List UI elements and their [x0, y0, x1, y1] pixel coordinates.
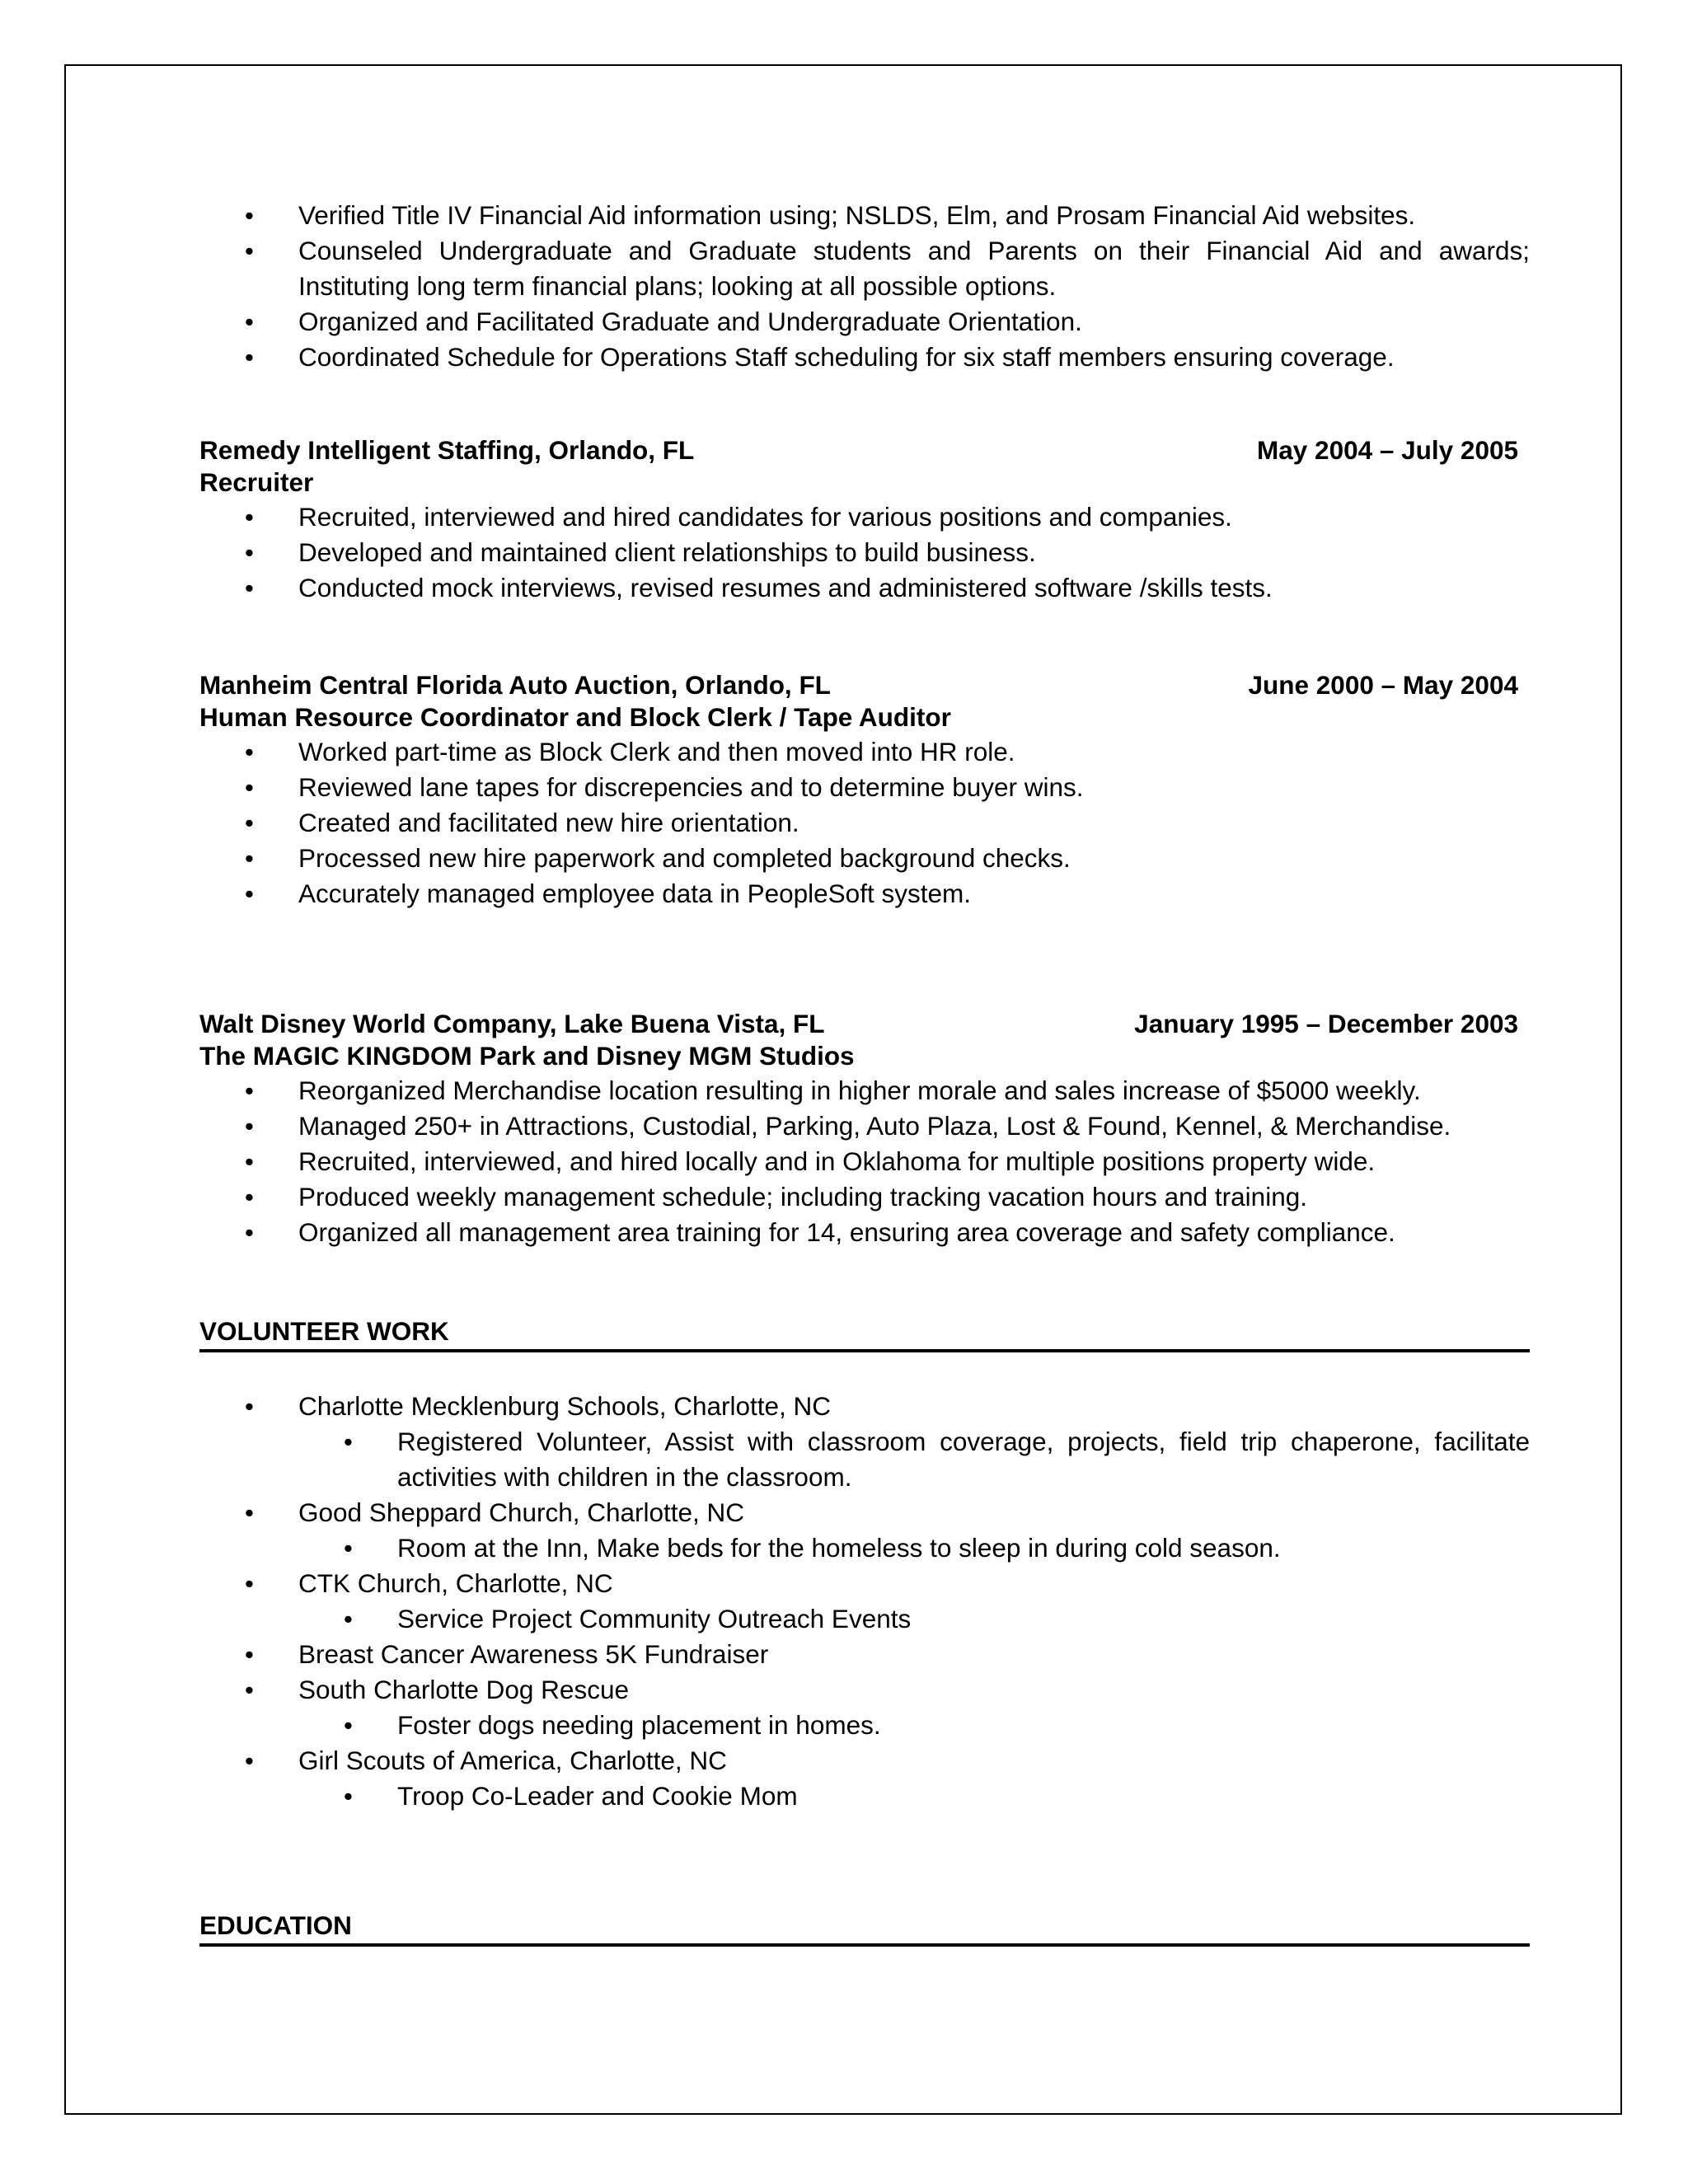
volunteer-org: • Girl Scouts of America, Charlotte, NC	[199, 1743, 1530, 1779]
job-header-manheim	[199, 669, 1518, 733]
employer: Remedy Intelligent Staffing, Orlando, FL	[199, 435, 695, 465]
job-title: Recruiter	[199, 467, 314, 497]
section-heading-volunteer: VOLUNTEER WORK	[199, 1315, 1530, 1352]
employer: Walt Disney World Company, Lake Buena Vista, FL	[199, 1009, 825, 1038]
job-header-remedy	[199, 434, 1518, 499]
bullet: • Organized all management area training for 14, ensuring area coverage and safety compliance.	[199, 1215, 1530, 1250]
job-dates: May 2004 – July 2005	[1257, 435, 1518, 465]
volunteer-list	[199, 1389, 1530, 1814]
bullet: • Developed and maintained client relationships to build business.	[199, 535, 1530, 570]
employer: Manheim Central Florida Auto Auction, Orlando, FL	[199, 670, 831, 700]
job-bullets-disney	[199, 1073, 1530, 1250]
bullet: • Reorganized Merchandise location resulting in higher morale and sales increase of $5000 weekly.	[199, 1073, 1530, 1108]
job-title: Human Resource Coordinator and Block Clerk / Tape Auditor	[199, 702, 951, 732]
volunteer-detail: • Service Project Community Outreach Events	[199, 1601, 1530, 1637]
volunteer-detail: • Troop Co-Leader and Cookie Mom	[199, 1779, 1530, 1814]
volunteer-org: • South Charlotte Dog Rescue	[199, 1672, 1530, 1708]
bullet: • Coordinated Schedule for Operations Staff scheduling for six staff members ensuring coverage.	[199, 340, 1530, 375]
bullet: • Accurately managed employee data in PeopleSoft system.	[199, 876, 1530, 912]
job-title: The MAGIC KINGDOM Park and Disney MGM Studios	[199, 1041, 855, 1071]
bullet: • Recruited, interviewed, and hired locally and in Oklahoma for multiple positions property wide.	[199, 1144, 1530, 1179]
volunteer-org: • Breast Cancer Awareness 5K Fundraiser	[199, 1637, 1530, 1672]
volunteer-org: • Charlotte Mecklenburg Schools, Charlotte, NC	[199, 1389, 1530, 1424]
bullet: • Recruited, interviewed and hired candidates for various positions and companies.	[199, 499, 1530, 535]
bullet: • Produced weekly management schedule; including tracking vacation hours and training.	[199, 1179, 1530, 1215]
bullet: • Verified Title IV Financial Aid information using; NSLDS, Elm, and Prosam Financial Aid websites.	[199, 198, 1530, 233]
section-heading-education: EDUCATION	[199, 1909, 1530, 1947]
bullet: • Conducted mock interviews, revised resumes and administered software /skills tests.	[199, 570, 1530, 606]
volunteer-detail: • Room at the Inn, Make beds for the homeless to sleep in during cold season.	[199, 1530, 1530, 1566]
volunteer-detail: • Registered Volunteer, Assist with classroom coverage, projects, field trip chaperone, facilitate activities with children in the classroom.	[199, 1424, 1530, 1495]
volunteer-org: • Good Sheppard Church, Charlotte, NC	[199, 1495, 1530, 1530]
previous-job-bullets	[199, 198, 1530, 375]
bullet: • Created and facilitated new hire orientation.	[199, 805, 1530, 841]
bullet: • Worked part-time as Block Clerk and then moved into HR role.	[199, 734, 1530, 770]
job-bullets-manheim	[199, 734, 1530, 912]
bullet: • Counseled Undergraduate and Graduate students and Parents on their Financial Aid and awards; Instituting long term financial plans; looking at all possible options.	[199, 233, 1530, 304]
job-dates: January 1995 – December 2003	[1134, 1009, 1518, 1038]
bullet: • Managed 250+ in Attractions, Custodial, Parking, Auto Plaza, Lost & Found, Kennel, & Merchandise.	[199, 1108, 1530, 1144]
bullet: • Reviewed lane tapes for discrepencies and to determine buyer wins.	[199, 770, 1530, 805]
job-bullets-remedy	[199, 499, 1530, 606]
job-dates: June 2000 – May 2004	[1248, 670, 1518, 700]
job-header-disney	[199, 1008, 1518, 1072]
volunteer-detail: • Foster dogs needing placement in homes.	[199, 1708, 1530, 1743]
bullet: • Organized and Facilitated Graduate and Undergraduate Orientation.	[199, 304, 1530, 340]
volunteer-org: • CTK Church, Charlotte, NC	[199, 1566, 1530, 1601]
bullet: • Processed new hire paperwork and completed background checks.	[199, 841, 1530, 876]
